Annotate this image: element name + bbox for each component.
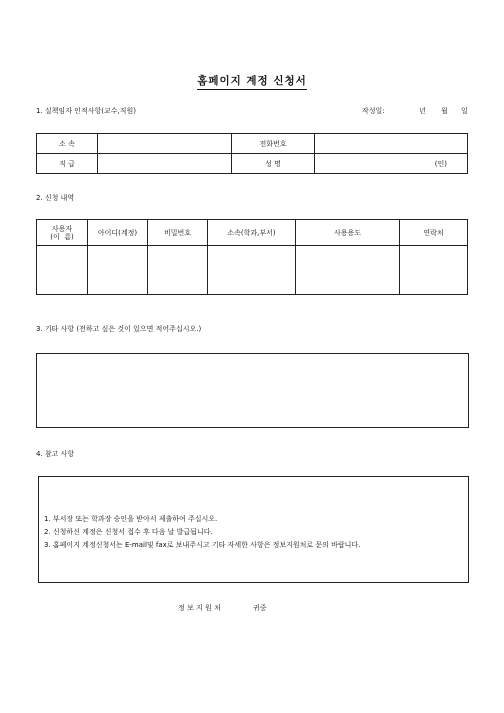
date-label: 작성일: [362,107,385,115]
note-item: 2. 신청하신 계정은 신청서 접수 후 다음 날 발급됩니다. [44,528,213,536]
notes-box [38,476,469,583]
section2-heading: 2. 신청 내역 [36,194,75,202]
col-id: 아이디(계정) [88,220,148,246]
password-field[interactable] [148,246,208,295]
col-purpose: 사용용도 [296,220,400,246]
seal-mark: (인) [434,159,447,168]
position-label: 직 급 [37,154,98,174]
footer-suffix: 귀중 [253,604,267,612]
application-table [36,219,468,295]
contact-field[interactable] [400,246,468,295]
phone-field[interactable] [315,134,468,154]
position-field[interactable] [98,154,232,174]
section1-heading: 1. 실책임자 인적사항(교수,직원) [36,107,136,115]
name-field[interactable] [315,154,468,174]
purpose-field[interactable] [296,246,400,295]
note-item: 1. 부서장 또는 학과장 승인을 받아서 제출하여 주십시오. [44,515,218,523]
department-field[interactable] [208,246,296,295]
note-item: 3. 홈페이지 계정신청서는 E-mail및 fax로 보내주시고 기타 자세한 사항은 정보지원처로 문의 바랍니다. [44,541,361,549]
col-contact: 연락처 [400,220,468,246]
id-field[interactable] [88,246,148,295]
document-title: 홈페이지 계정 신청서 [0,73,504,88]
affiliation-label: 소 속 [37,134,98,154]
col-password: 비밀번호 [148,220,208,246]
section4-heading: 4. 참고 사항 [36,450,75,458]
col-user: 사용자 (이 름) [37,220,88,246]
other-remarks-box[interactable] [36,353,469,428]
date-month: 월 [441,107,448,115]
section3-heading: 3. 기타 사항 (전하고 싶은 것이 있으면 적어주십시오.) [36,325,202,333]
affiliation-field[interactable] [98,134,232,154]
date-year: 년 [419,107,426,115]
name-label: 성 명 [232,154,315,174]
col-department: 소속(학과,부서) [208,220,296,246]
personal-info-table [36,133,468,174]
phone-label: 전화번호 [232,134,315,154]
date-day: 일 [461,107,468,115]
footer-org: 정 보 지 원 처 [178,604,221,612]
user-field[interactable] [37,246,88,295]
